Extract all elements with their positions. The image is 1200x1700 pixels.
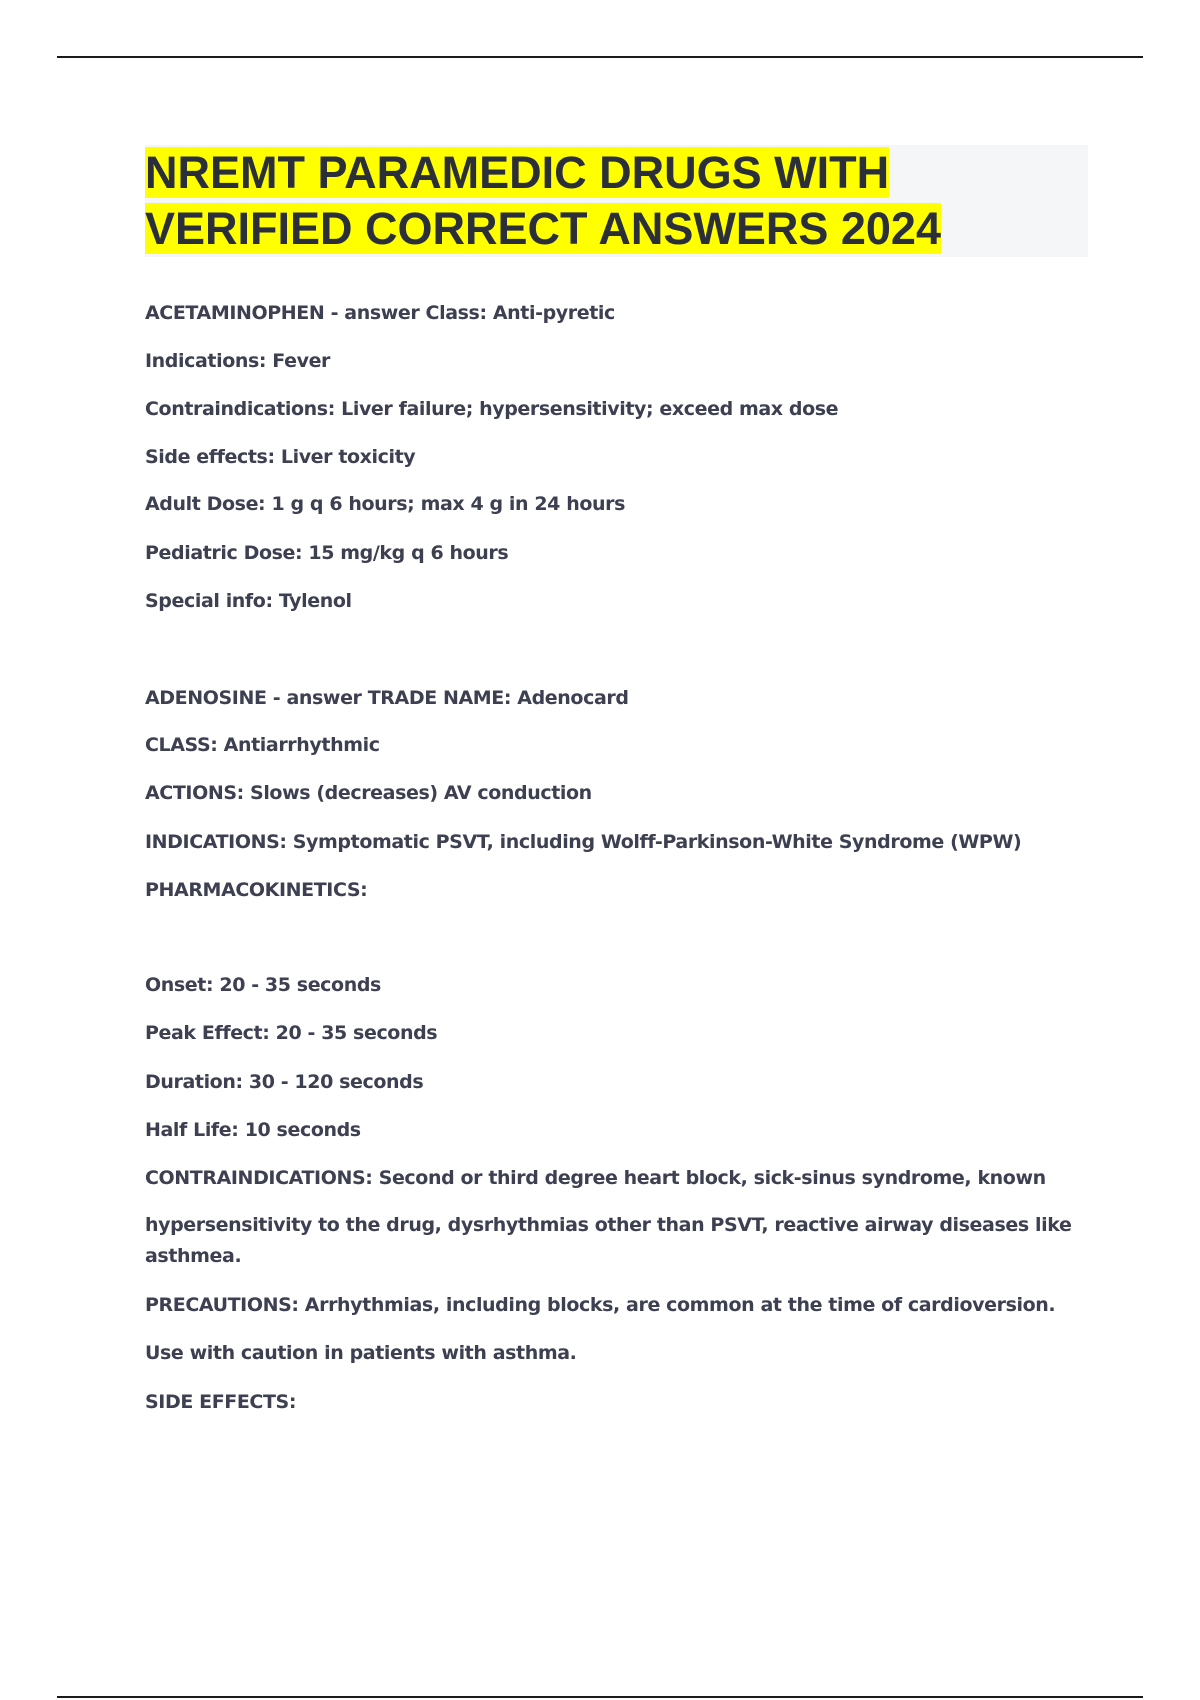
entry-line: Special info: Tylenol	[145, 590, 352, 612]
top-rule	[57, 56, 1143, 58]
entry-line: Use with caution in patients with asthma.	[145, 1342, 577, 1364]
entry-line: Duration: 30 - 120 seconds	[145, 1071, 424, 1093]
entry-line: asthmea.	[145, 1245, 242, 1267]
entry-line: Peak Effect: 20 - 35 seconds	[145, 1022, 438, 1044]
entry-line: Pediatric Dose: 15 mg/kg q 6 hours	[145, 542, 509, 564]
entry-line: CONTRAINDICATIONS: Second or third degree heart block, sick-sinus syndrome, known	[145, 1167, 1046, 1189]
entry-line: Contraindications: Liver failure; hypersensitivity; exceed max dose	[145, 398, 839, 420]
entry-line: Half Life: 10 seconds	[145, 1119, 361, 1141]
title-line-1: NREMT PARAMEDIC DRUGS WITH	[145, 147, 890, 198]
document-title	[145, 145, 1088, 257]
entry-line: PHARMACOKINETICS:	[145, 879, 368, 901]
entry-line: Adult Dose: 1 g q 6 hours; max 4 g in 24 hours	[145, 493, 626, 515]
entry-line: CLASS: Antiarrhythmic	[145, 734, 380, 756]
entry-line: PRECAUTIONS: Arrhythmias, including blocks, are common at the time of cardioversion.	[145, 1294, 1056, 1316]
entry-line: ACTIONS: Slows (decreases) AV conduction	[145, 782, 592, 804]
entry-line: hypersensitivity to the drug, dysrhythmias other than PSVT, reactive airway diseases like	[145, 1214, 1072, 1236]
entry-heading-acetaminophen: ACETAMINOPHEN - answer Class: Anti-pyretic	[145, 302, 615, 324]
entry-line: INDICATIONS: Symptomatic PSVT, including Wolff-Parkinson-White Syndrome (WPW)	[145, 831, 1022, 853]
entry-line: Onset: 20 - 35 seconds	[145, 974, 381, 996]
entry-heading-adenosine: ADENOSINE - answer TRADE NAME: Adenocard	[145, 687, 629, 709]
title-line-2: VERIFIED CORRECT ANSWERS 2024	[145, 203, 941, 254]
entry-line: Side effects: Liver toxicity	[145, 446, 416, 468]
entry-line: SIDE EFFECTS:	[145, 1391, 297, 1413]
bottom-rule	[57, 1696, 1143, 1698]
entry-line: Indications: Fever	[145, 350, 331, 372]
